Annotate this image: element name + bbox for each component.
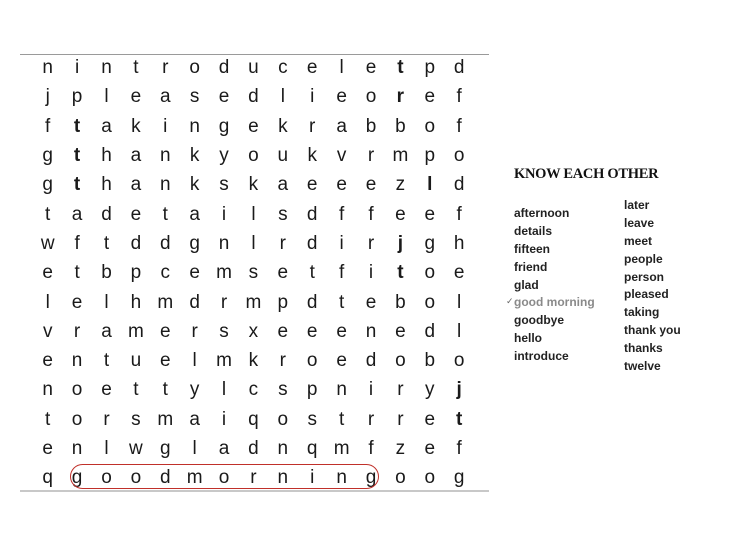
grid-cell[interactable]: t bbox=[309, 262, 315, 284]
grid-cell[interactable]: o bbox=[101, 467, 112, 489]
word-list-title: KNOW EACH OTHER bbox=[514, 166, 659, 182]
grid-cell[interactable]: e bbox=[306, 174, 318, 196]
grid-cell[interactable]: m bbox=[392, 145, 409, 167]
grid-cell[interactable]: y bbox=[425, 379, 435, 401]
grid-cell[interactable]: b bbox=[395, 291, 406, 313]
grid-cell[interactable]: o bbox=[71, 408, 83, 430]
grid-cell[interactable]: e bbox=[159, 320, 171, 342]
grid-cell[interactable]: l bbox=[251, 232, 256, 254]
grid-cell[interactable]: f bbox=[74, 232, 80, 254]
grid-cell[interactable]: q bbox=[248, 408, 259, 430]
grid-cell[interactable]: t bbox=[397, 57, 404, 79]
grid-cell[interactable]: d bbox=[189, 291, 200, 313]
grid-cell[interactable]: c bbox=[278, 57, 288, 79]
grid-cell[interactable]: a bbox=[130, 174, 142, 196]
found-word-highlight bbox=[70, 464, 379, 489]
grid-cell[interactable]: d bbox=[306, 232, 318, 254]
grid-cell[interactable]: f bbox=[456, 115, 462, 137]
grid-cell[interactable]: o bbox=[306, 350, 318, 372]
grid-cell[interactable]: i bbox=[339, 232, 344, 254]
word-list-item: meet bbox=[624, 233, 653, 248]
grid-cell[interactable]: a bbox=[277, 174, 289, 196]
word-list-item: afternoon bbox=[514, 206, 570, 220]
grid-cell[interactable]: e bbox=[424, 86, 436, 108]
grid-cell[interactable]: e bbox=[424, 408, 436, 430]
grid-cell[interactable]: t bbox=[103, 350, 110, 372]
grid-cell[interactable]: s bbox=[219, 174, 229, 196]
grid-cell[interactable]: f bbox=[368, 203, 374, 225]
grid-cell[interactable]: b bbox=[101, 262, 112, 284]
word-list-item: goodbye bbox=[514, 313, 564, 328]
grid-cell[interactable]: d bbox=[248, 86, 259, 108]
grid-cell[interactable]: s bbox=[189, 86, 200, 108]
grid-cell[interactable]: q bbox=[306, 438, 318, 459]
grid-cell[interactable]: o bbox=[424, 262, 436, 284]
grid-cell[interactable]: r bbox=[396, 86, 405, 108]
grid-cell[interactable]: r bbox=[279, 232, 286, 254]
grid-cell[interactable]: p bbox=[277, 291, 289, 313]
word-list-item: details bbox=[514, 223, 553, 238]
grid-cell[interactable]: m bbox=[157, 408, 174, 430]
grid-cell[interactable]: l bbox=[251, 203, 256, 225]
grid-cell[interactable]: e bbox=[306, 320, 318, 342]
grid-cell[interactable]: a bbox=[159, 86, 171, 108]
grid-cell[interactable]: p bbox=[71, 86, 83, 108]
grid-cell[interactable]: o bbox=[424, 291, 436, 313]
grid-cell[interactable]: i bbox=[163, 115, 168, 137]
grid-cell[interactable]: j bbox=[397, 232, 404, 254]
grid-cell[interactable]: n bbox=[365, 320, 377, 342]
grid-cell[interactable]: a bbox=[130, 145, 142, 167]
grid-cell[interactable]: p bbox=[306, 379, 318, 401]
grid-cell[interactable]: a bbox=[101, 320, 112, 342]
grid-cell[interactable]: r bbox=[220, 291, 228, 313]
grid-cell[interactable]: y bbox=[189, 379, 200, 401]
grid-cell[interactable]: w bbox=[129, 438, 143, 459]
grid-cell[interactable]: e bbox=[336, 174, 347, 196]
grid-cell[interactable]: a bbox=[101, 115, 112, 137]
grid-cell[interactable]: e bbox=[395, 203, 406, 225]
grid-cell[interactable]: g bbox=[42, 174, 53, 196]
grid-cell[interactable]: d bbox=[306, 203, 318, 225]
grid-cell[interactable]: f bbox=[456, 203, 462, 225]
grid-cell[interactable]: e bbox=[365, 291, 377, 313]
check-mark-icon: ✓ bbox=[506, 296, 514, 306]
word-list-item: fifteen bbox=[514, 241, 550, 256]
grid-cell[interactable]: r bbox=[103, 408, 110, 430]
grid-cell[interactable]: r bbox=[279, 350, 286, 372]
letter-grid[interactable] bbox=[33, 53, 474, 492]
grid-cell[interactable]: m bbox=[245, 291, 262, 313]
grid-cell[interactable]: a bbox=[189, 203, 200, 225]
grid-cell[interactable]: a bbox=[218, 438, 230, 459]
grid-cell[interactable]: p bbox=[130, 262, 142, 284]
grid-cell[interactable]: e bbox=[453, 262, 465, 284]
grid-cell[interactable]: o bbox=[453, 145, 465, 167]
grid-cell[interactable]: z bbox=[395, 174, 406, 196]
grid-cell[interactable]: i bbox=[368, 379, 374, 401]
grid-cell[interactable]: g bbox=[189, 232, 200, 254]
grid-cell[interactable]: t bbox=[162, 203, 168, 225]
grid-cell[interactable]: u bbox=[248, 57, 259, 79]
grid-cell[interactable]: i bbox=[310, 86, 315, 108]
grid-cell[interactable]: d bbox=[218, 57, 230, 79]
grid-cell[interactable]: e bbox=[365, 174, 377, 196]
grid-cell[interactable]: a bbox=[336, 115, 347, 137]
grid-cell[interactable]: b bbox=[424, 350, 436, 372]
grid-cell[interactable]: h bbox=[101, 174, 112, 196]
grid-cell[interactable]: l bbox=[339, 57, 344, 79]
grid-cell[interactable]: e bbox=[424, 203, 436, 225]
grid-cell[interactable]: f bbox=[338, 262, 345, 284]
grid-cell[interactable]: e bbox=[159, 350, 171, 372]
grid-cell[interactable]: n bbox=[277, 467, 289, 489]
grid-cell[interactable]: m bbox=[157, 291, 174, 313]
grid-cell[interactable]: t bbox=[74, 262, 80, 284]
grid-cell[interactable]: x bbox=[248, 320, 259, 342]
grid-cell[interactable]: r bbox=[162, 57, 169, 79]
grid-cell[interactable]: d bbox=[248, 438, 259, 459]
grid-cell[interactable]: n bbox=[277, 438, 289, 459]
grid-cell[interactable]: l bbox=[104, 291, 109, 313]
grid-cell[interactable]: r bbox=[397, 379, 404, 401]
word-list-item: people bbox=[624, 251, 663, 266]
grid-cell[interactable]: a bbox=[71, 203, 83, 225]
grid-cell[interactable]: l bbox=[192, 438, 197, 459]
grid-cell[interactable]: e bbox=[277, 320, 289, 342]
word-list-item: glad bbox=[514, 277, 539, 292]
grid-cell[interactable]: e bbox=[218, 86, 230, 108]
grid-cell[interactable]: d bbox=[159, 467, 171, 489]
grid-cell[interactable]: n bbox=[336, 467, 347, 489]
grid-cell[interactable]: t bbox=[133, 379, 139, 401]
grid-cell[interactable]: l bbox=[104, 86, 109, 108]
grid-cell[interactable]: e bbox=[130, 203, 142, 225]
grid-cell[interactable]: t bbox=[162, 379, 168, 401]
word-list-item: twelve bbox=[624, 359, 661, 374]
grid-cell[interactable]: j bbox=[456, 379, 462, 401]
word-list-item: friend bbox=[514, 259, 548, 274]
grid-cell[interactable]: l bbox=[280, 86, 285, 108]
grid-cell[interactable]: e bbox=[42, 438, 53, 459]
grid-cell[interactable]: h bbox=[130, 291, 142, 313]
word-list-right bbox=[624, 197, 681, 376]
grid-cell[interactable]: i bbox=[74, 57, 80, 79]
grid-cell[interactable]: e bbox=[42, 350, 53, 372]
grid-cell[interactable]: v bbox=[336, 145, 347, 167]
grid-cell[interactable]: a bbox=[189, 408, 200, 430]
grid-cell[interactable]: k bbox=[189, 174, 200, 196]
grid-cell[interactable]: o bbox=[365, 86, 377, 108]
grid-cell[interactable]: r bbox=[73, 320, 81, 342]
grid-cell[interactable]: g bbox=[453, 467, 465, 489]
grid-cell[interactable]: i bbox=[310, 467, 315, 489]
grid-cell[interactable]: o bbox=[218, 467, 230, 489]
grid-cell[interactable]: g bbox=[71, 467, 83, 489]
word-list-item: good morning bbox=[514, 295, 595, 310]
grid-cell[interactable]: f bbox=[368, 438, 374, 459]
word-list-item: person bbox=[624, 269, 665, 284]
grid-cell[interactable]: r bbox=[397, 408, 404, 430]
grid-cell[interactable]: l bbox=[427, 174, 433, 196]
word-list-item: later bbox=[624, 198, 650, 212]
grid-cell[interactable]: c bbox=[248, 379, 259, 401]
grid-cell[interactable]: h bbox=[453, 232, 465, 254]
grid-cell[interactable]: v bbox=[42, 320, 53, 342]
grid-cell[interactable]: t bbox=[133, 57, 139, 79]
grid-cell[interactable]: r bbox=[191, 320, 198, 342]
grid-cell[interactable]: t bbox=[103, 232, 110, 254]
grid-cell[interactable]: l bbox=[221, 379, 227, 401]
grid-cell[interactable]: k bbox=[248, 350, 259, 372]
grid-cell[interactable]: t bbox=[45, 203, 51, 225]
grid-cell[interactable]: r bbox=[367, 232, 375, 254]
grid-cell[interactable]: d bbox=[306, 291, 318, 313]
grid-cell[interactable]: t bbox=[456, 408, 463, 430]
grid-cell[interactable]: r bbox=[367, 408, 375, 430]
grid-cell[interactable]: e bbox=[101, 379, 112, 401]
grid-cell[interactable]: s bbox=[278, 203, 288, 225]
grid-cell[interactable]: d bbox=[453, 57, 465, 79]
grid-cell[interactable]: e bbox=[424, 438, 436, 459]
grid-cell[interactable]: l bbox=[45, 291, 50, 313]
grid-cell[interactable]: t bbox=[73, 174, 81, 196]
word-list-left bbox=[514, 205, 595, 366]
grid-cell[interactable]: d bbox=[453, 174, 465, 196]
grid-cell[interactable]: e bbox=[248, 115, 259, 137]
grid-cell[interactable]: s bbox=[219, 320, 229, 342]
grid-cell[interactable]: i bbox=[221, 408, 227, 430]
grid-cell[interactable]: z bbox=[395, 438, 406, 459]
grid-cell[interactable]: r bbox=[309, 115, 316, 137]
grid-cell[interactable]: k bbox=[278, 115, 288, 137]
grid-cell[interactable]: n bbox=[218, 232, 230, 254]
grid-cell[interactable]: d bbox=[365, 350, 377, 372]
grid-cell[interactable]: h bbox=[101, 145, 112, 167]
word-list-item: thank you bbox=[624, 323, 681, 338]
grid-cell[interactable]: e bbox=[365, 57, 377, 79]
grid-cell[interactable]: e bbox=[189, 262, 200, 284]
grid-cell[interactable]: o bbox=[71, 379, 83, 401]
grid-cell[interactable]: c bbox=[160, 262, 170, 284]
grid-cell[interactable]: s bbox=[278, 379, 288, 401]
grid-cell[interactable]: t bbox=[73, 145, 81, 167]
grid-cell[interactable]: k bbox=[248, 174, 259, 196]
grid-cell[interactable]: m bbox=[333, 438, 350, 459]
grid-cell[interactable]: s bbox=[131, 408, 141, 430]
grid-cell[interactable]: y bbox=[219, 145, 229, 167]
grid-cell[interactable]: m bbox=[216, 262, 232, 284]
word-list-item: taking bbox=[624, 305, 660, 320]
grid-cell[interactable]: l bbox=[192, 350, 197, 372]
grid-cell[interactable]: r bbox=[367, 145, 375, 167]
grid-cell[interactable]: b bbox=[395, 115, 406, 137]
grid-cell[interactable]: k bbox=[189, 145, 200, 167]
grid-cell[interactable]: g bbox=[42, 145, 53, 167]
grid-cell[interactable]: t bbox=[45, 408, 51, 430]
grid-cell[interactable]: e bbox=[277, 262, 289, 284]
grid-cell[interactable]: m bbox=[127, 320, 144, 342]
grid-cell[interactable]: e bbox=[395, 320, 406, 342]
grid-cell[interactable]: n bbox=[101, 57, 112, 79]
word-list-item: leave bbox=[624, 215, 655, 230]
grid-cell[interactable]: t bbox=[397, 262, 404, 284]
grid-cell[interactable]: d bbox=[159, 232, 171, 254]
grid-cell[interactable]: p bbox=[424, 57, 436, 79]
grid-cell[interactable]: d bbox=[101, 203, 112, 225]
word-list-item: hello bbox=[514, 331, 543, 346]
word-list-item: pleased bbox=[624, 287, 669, 302]
grid-cell[interactable]: g bbox=[365, 467, 377, 489]
bottom-divider bbox=[20, 490, 489, 492]
grid-cell[interactable]: l bbox=[457, 291, 462, 313]
grid-cell[interactable]: f bbox=[338, 203, 345, 225]
grid-cell[interactable]: l bbox=[104, 438, 109, 459]
grid-cell[interactable]: t bbox=[73, 115, 81, 137]
grid-cell[interactable]: e bbox=[336, 320, 347, 342]
grid-cell[interactable]: b bbox=[365, 115, 377, 137]
grid-cell[interactable]: u bbox=[130, 350, 142, 372]
grid-cell[interactable]: u bbox=[277, 145, 289, 167]
grid-cell[interactable]: g bbox=[424, 232, 436, 254]
grid-cell[interactable]: e bbox=[71, 291, 83, 313]
grid-cell[interactable]: e bbox=[130, 86, 142, 108]
grid-cell[interactable]: o bbox=[189, 57, 200, 79]
grid-cell[interactable]: o bbox=[395, 467, 406, 489]
grid-cell[interactable]: m bbox=[216, 350, 232, 372]
word-list-item: thanks bbox=[624, 341, 663, 356]
grid-cell[interactable]: d bbox=[130, 232, 142, 254]
grid-cell[interactable]: p bbox=[424, 145, 436, 167]
grid-cell[interactable]: o bbox=[395, 350, 406, 372]
grid-cell[interactable]: o bbox=[424, 467, 436, 489]
grid-cell[interactable]: n bbox=[71, 350, 83, 372]
grid-cell[interactable]: g bbox=[159, 438, 171, 459]
grid-cell[interactable]: n bbox=[336, 379, 347, 401]
grid-cell[interactable]: w bbox=[40, 232, 55, 254]
grid-cell[interactable]: e bbox=[306, 57, 318, 79]
grid-cell[interactable]: t bbox=[338, 291, 345, 313]
grid-cell[interactable]: g bbox=[218, 115, 230, 137]
grid-cell[interactable]: n bbox=[42, 57, 53, 79]
grid-cell[interactable]: o bbox=[277, 408, 289, 430]
grid-cell[interactable]: m bbox=[186, 467, 203, 489]
grid-cell[interactable]: o bbox=[424, 115, 436, 137]
grid-cell[interactable]: n bbox=[159, 174, 171, 196]
grid-cell[interactable]: f bbox=[456, 86, 462, 108]
grid-cell[interactable]: e bbox=[42, 262, 53, 284]
word-list-item: introduce bbox=[514, 349, 569, 364]
grid-cell[interactable]: l bbox=[457, 320, 462, 342]
grid-cell[interactable]: n bbox=[189, 115, 200, 137]
grid-cell[interactable]: e bbox=[336, 86, 347, 108]
grid-cell[interactable]: i bbox=[368, 262, 374, 284]
grid-cell[interactable]: t bbox=[338, 408, 345, 430]
grid-cell[interactable]: f bbox=[45, 115, 51, 137]
grid-cell[interactable]: n bbox=[42, 379, 53, 401]
grid-cell[interactable]: i bbox=[221, 203, 227, 225]
grid-cell[interactable]: r bbox=[250, 467, 257, 489]
grid-cell[interactable]: k bbox=[131, 115, 141, 137]
grid-cell[interactable]: o bbox=[248, 145, 259, 167]
grid-cell[interactable]: q bbox=[42, 467, 53, 489]
grid-cell[interactable]: e bbox=[336, 350, 347, 372]
grid-cell[interactable]: o bbox=[453, 350, 465, 372]
grid-cell[interactable]: n bbox=[159, 145, 171, 167]
grid-cell[interactable]: s bbox=[307, 408, 317, 430]
grid-cell[interactable]: s bbox=[248, 262, 259, 284]
grid-cell[interactable]: d bbox=[424, 320, 436, 342]
grid-cell[interactable]: j bbox=[45, 86, 50, 108]
grid-cell[interactable]: o bbox=[130, 467, 142, 489]
grid-cell[interactable]: f bbox=[456, 438, 462, 459]
grid-cell[interactable]: n bbox=[71, 438, 83, 459]
grid-cell[interactable]: k bbox=[307, 145, 317, 167]
